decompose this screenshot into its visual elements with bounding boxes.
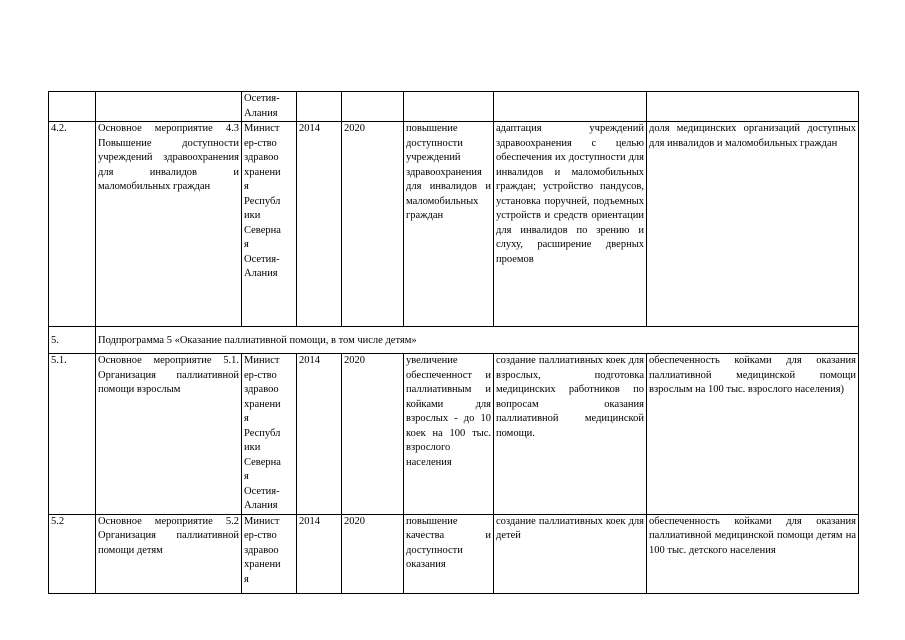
expected-result [404,92,494,122]
row-number: 5.2 [49,514,96,593]
expected-result: повышение качества и доступности оказания [404,514,494,593]
indicator: доля медицинских организаций доступных для инвалидов и маломобильных граждан [647,122,859,327]
activity-name [96,92,242,122]
start-year: 2014 [297,354,342,515]
table-row [49,514,859,593]
executor: Минист ер-ство здравоо хранени я Республ ики Северна я Осетия- Алания [242,122,297,327]
program-activities-table [48,91,859,594]
main-directions [494,92,647,122]
expected-result: повышение доступности учреждений здравоохранения для инвалидов и маломобильных граждан [404,122,494,327]
indicator: обеспеченность койками для оказания паллиативной медицинской помощи детям на 100 тыс. детского населения [647,514,859,593]
start-year: 2014 [297,122,342,327]
row-number [49,92,96,122]
end-year: 2020 [342,514,404,593]
subprogram-row [49,327,859,354]
row-number: 5.1. [49,354,96,515]
indicator: обеспеченность койками для оказания паллиативной медицинской помощи взрослым на 100 тыс. взрослого населения) [647,354,859,515]
end-year: 2020 [342,354,404,515]
indicator [647,92,859,122]
executor: Минист ер-ство здравоо хранени я [242,514,297,593]
activity-name: Основное мероприятие 4.3 Повышение доступности учреждений здравоохранения для инвалидов и маломобильных граждан [96,122,242,327]
table-row [49,354,859,515]
start-year [297,92,342,122]
row-number: 5. [49,327,96,354]
activity-name: Основное мероприятие 5.1. Организация паллиативной помощи взрослым [96,354,242,515]
expected-result: увеличение обеспеченност и паллиативным и койками для взрослых - до 10 коек на 100 тыс. взрослого населения [404,354,494,515]
main-directions: создание паллиативных коек для детей [494,514,647,593]
main-directions: адаптация учреждений здравоохранения с целью обеспечения их доступности для инвалидов и маломобильных граждан; устройство пандусов, установка поручней, подъемных устройств и средств ориентации для инвалидов по зрению и слуху, расширение дверных проемов [494,122,647,327]
executor: Минист ер-ство здравоо хранени я Республ ики Северна я Осетия- Алания [242,354,297,515]
end-year [342,92,404,122]
subprogram-spacer [647,327,859,354]
table-row [49,92,859,122]
activity-name: Основное мероприятие 5.2 Организация паллиативной помощи детям [96,514,242,593]
end-year: 2020 [342,122,404,327]
subprogram-title: Подпрограмма 5 «Оказание паллиативной помощи, в том числе детям» [96,327,647,354]
main-directions: создание паллиативных коек для взрослых, подготовка медицинских работников по вопросам оказания паллиативной медицинской помощи. [494,354,647,515]
row-number: 4.2. [49,122,96,327]
start-year: 2014 [297,514,342,593]
executor: Осетия- Алания [242,92,297,122]
table-row [49,122,859,327]
